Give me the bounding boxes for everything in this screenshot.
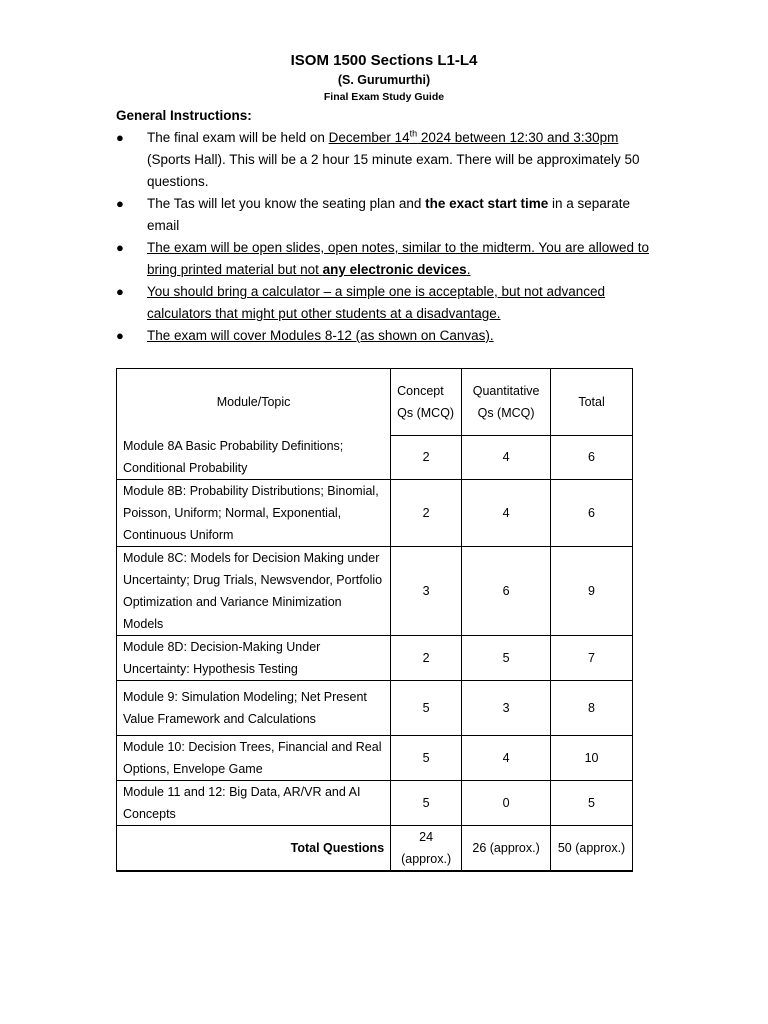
instruction-item [116,237,656,281]
row-total: 7 [551,636,633,681]
instruction-text: You should bring a calculator – a simple one is acceptable, but not advanced calculators that might put other students at a disadvantage. [147,284,606,321]
instructions-heading: General Instructions: [116,108,252,123]
header-quantitative-qs: Quantitative Qs (MCQ) [462,369,551,436]
table-row [117,636,633,681]
row-concept: 2 [391,636,462,681]
table-row [117,736,633,781]
row-total: 10 [551,736,633,781]
row-concept: 2 [391,480,462,547]
document-subtitle: Final Exam Study Guide [323,91,445,103]
row-topic: Module 11 and 12: Big Data, AR/VR and AI Concepts [117,781,391,826]
row-topic: Module 8C: Models for Decision Making under Uncertainty; Drug Trials, Newsvendor, Portfolio Optimization and Variance Minimization Models [117,547,391,636]
exam-date-day: December 14 [328,130,410,145]
instruction-text: in a separate email [147,196,631,233]
instructor-name: (S. Gurumurthi) [337,73,431,87]
total-questions-label: Total Questions [117,826,391,872]
row-quant: 3 [462,681,551,736]
instruction-text: The exam will cover Modules 8-12 (as shown on Canvas). [147,328,494,343]
exam-breakdown-table [116,368,633,872]
instruction-text: The Tas will let you know the seating plan and [147,196,426,211]
total-total: 50 (approx.) [551,826,633,872]
row-total: 6 [551,480,633,547]
row-quant: 4 [462,480,551,547]
exam-date-suffix: th [409,128,418,139]
row-total: 6 [551,435,633,480]
row-quant: 4 [462,435,551,480]
instruction-item [116,325,656,347]
header-total: Total [551,369,633,436]
instruction-item [116,193,656,237]
instruction-text: The exam will be open slides, open notes, similar to the midterm. You are allowed to bring printed material but not [147,240,650,277]
header-module-topic: Module/Topic [117,369,391,436]
table-footer-row [117,826,633,872]
row-total: 8 [551,681,633,736]
instruction-emphasis: the exact start time [425,196,549,211]
row-topic: Module 10: Decision Trees, Financial and Real Options, Envelope Game [117,736,391,781]
total-quant: 26 (approx.) [462,826,551,872]
row-quant: 4 [462,736,551,781]
total-concept: 24 (approx.) [391,826,462,872]
instruction-text: (Sports Hall). This will be a 2 hour 15 minute exam. There will be approximately 50 questions. [147,152,640,189]
exam-date-time: 2024 between 12:30 and 3:30pm [417,130,619,145]
table-row [117,681,633,736]
row-concept: 5 [391,736,462,781]
document-title: ISOM 1500 Sections L1-L4 [290,52,478,69]
row-total: 5 [551,781,633,826]
row-topic: Module 8B: Probability Distributions; Binomial, Poisson, Uniform; Normal, Exponential, Continuous Uniform [117,480,391,547]
row-concept: 5 [391,781,462,826]
row-total: 9 [551,547,633,636]
row-quant: 6 [462,547,551,636]
row-concept: 5 [391,681,462,736]
row-concept: 2 [391,435,462,480]
table-row [117,480,633,547]
row-topic: Module 8A Basic Probability Definitions; Conditional Probability [117,435,391,480]
table-row [117,781,633,826]
row-topic: Module 9: Simulation Modeling; Net Present Value Framework and Calculations [117,681,391,736]
exam-date [329,130,619,145]
row-quant: 5 [462,636,551,681]
instruction-item [116,281,656,325]
instruction-text: . [466,262,471,277]
header-concept-qs: Concept Qs (MCQ) [391,369,462,436]
row-quant: 0 [462,781,551,826]
table-header-row [117,369,633,436]
table-row [117,547,633,636]
row-concept: 3 [391,547,462,636]
row-topic: Module 8D: Decision-Making Under Uncertainty: Hypothesis Testing [117,636,391,681]
instructions-list [116,127,656,347]
table-row [117,435,633,480]
instruction-emphasis: any electronic devices [322,262,467,277]
instruction-item [116,127,656,193]
instruction-text: The final exam will be held on [147,130,329,145]
